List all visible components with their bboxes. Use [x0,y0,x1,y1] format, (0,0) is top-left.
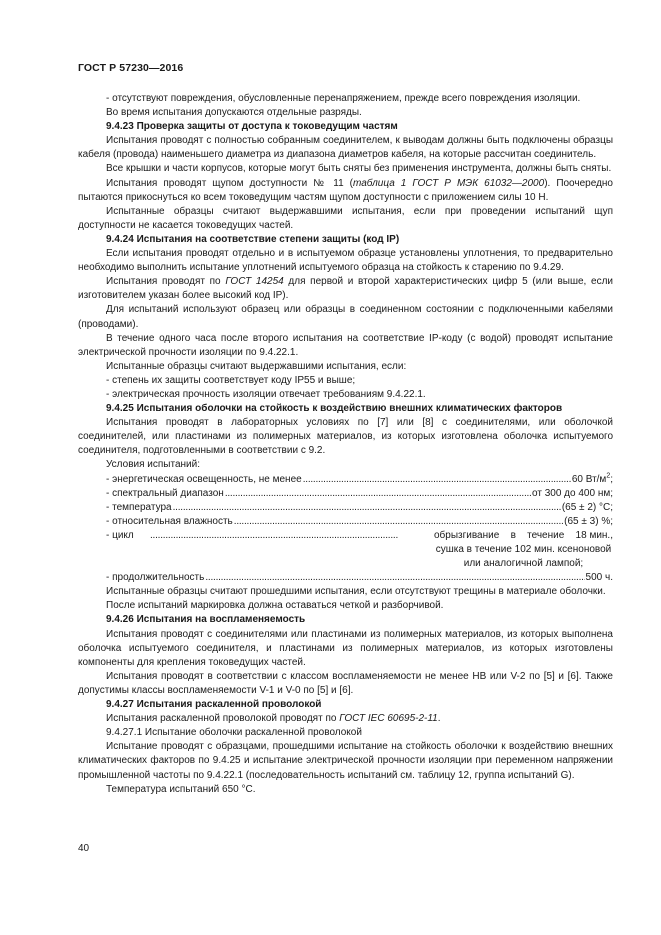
condition-temperature: - температура . . . (65 ± 2) °С; [78,501,613,515]
paragraph: Условия испытаний: [106,459,200,471]
leader-dots [150,529,434,571]
list-item: - степень их защиты соответствует коду IP55 и выше; [106,374,356,386]
section-heading: 9.4.26 Испытания на воспламеняемость [106,614,306,626]
paragraph: Испытания проводят с полностью собранным соединителем, к выводам должны быть подключены образцы кабеля (провода) наименьшего диаметра из диапазона диаметров кабеля, на которые рассчитан соединитель. [78,135,613,161]
paragraph: Испытания проводят щупом доступности № 11 (таблица 1 ГОСТ Р МЭК 61032—2000). Поочередно пытаются прикоснуться ко всем токоведущим частям щупом доступности с приложением силы 10 Н. [78,177,613,203]
standard-reference: ГОСТ IEC 60695-2-11 [339,713,438,725]
condition-irradiance: - энергетическая освещенность, не менее . . . 60 $Вт/м^2$; [78,473,613,487]
document-header: ГОСТ Р 57230—2016 [78,62,184,74]
standard-reference: ГОСТ 14254 [225,276,284,288]
condition-duration: - продолжительность . . . 500 ч. [78,571,613,585]
paragraph: Все крышки и части корпусов, которые могут быть сняты без применения инструмента, должны быть сняты. [106,163,612,175]
leader-dots [173,501,561,515]
leader-dots [234,515,563,529]
paragraph: Испытание проводят с образцами, прошедшими испытание на стойкость оболочки к воздействию внешних климатических факторов по 9.4.25 и испытание электрической прочности изоляции при переменном напряжении промышленной частоты по 9.4.22.1 (последовательность испытаний см. таблицу 12, группа испытаний G). [78,741,613,781]
condition-cycle: - цикл . . . обрызгивание в течение 18 мин., сушка в течение 102 мин. ксеноновой или аналогичной лампой; [78,529,613,571]
paragraph: Если испытания проводят отдельно и в испытуемом образце установлены уплотнения, то предварительно необходимо выполнить испытание уплотнений испытуемого образца на стойкость к старению по 9.4.29. [78,248,613,274]
paragraph: Испытания проводят в лабораторных условиях по [7] или [8] с соединителями, или оболочкой соединителей, или пластинами из полимерных материалов, из которых изготовлена оболочка испытуемого соединителя, подготовленными в соответствии с 9.2. [78,417,613,457]
section-heading: 9.4.24 Испытания на соответствие степени защиты (код IP) [106,233,400,245]
page-number: 40 [78,843,90,854]
paragraph: В течение одного часа после второго испытания на соответствие IP-коду (с водой) проводят испытание электрической прочности изоляции по 9.4.22.1. [78,332,613,358]
paragraph: Для испытаний используют образец или образцы в соединенном состоянии с подключенными кабелями (проводами). [78,304,613,330]
condition-humidity: - относительная влажность . . . (65 ± 3) %; [78,515,613,529]
paragraph: Испытания проводят с соединителями или пластинами из полимерных материалов, из которых выполнена оболочка испытуемого соединителя, и пластинами из полимерных материалов, из которых изготовлены компоненты для крепления токоведущих частей. [78,628,613,668]
paragraph: Испытания раскаленной проволокой проводят по ГОСТ IEC 60695-2-11. [106,713,441,725]
paragraph: Испытания проводят в соответствии с классом воспламеняемости не менее НВ или V-2 по [5] и [6]. Также допустимы классы воспламеняемости V-1 и V-0 по [5] и [6]. [78,670,613,696]
document-body [78,92,613,797]
paragraph: Испытанные образцы считают выдержавшими испытания, если при проведении испытаний щуп доступности не касается токоведущих частей. [78,205,613,231]
leader-dots [303,473,571,487]
paragraph: - отсутствуют повреждения, обусловленные перенапряжением, прежде всего повреждения изоляции. [106,93,581,104]
leader-dots [205,571,584,585]
section-heading: 9.4.25 Испытания оболочки на стойкость к воздействию внешних климатических факторов [106,403,563,415]
list-item: - электрическая прочность изоляции отвечает требованиям 9.4.22.1. [106,388,426,400]
paragraph: После испытаний маркировка должна оставаться четкой и разборчивой. [106,600,444,612]
standard-reference: таблица 1 ГОСТ Р МЭК 61032—2000 [352,177,545,189]
paragraph: Испытанные образцы считают прошедшими испытания, если отсутствуют трещины в материале оболочки. [106,586,606,598]
paragraph: Испытания проводят по ГОСТ 14254 для первой и второй характеристических цифр 5 (или выше, если изготовителем указан более высокий код IP). [78,276,613,302]
section-heading: 9.4.27 Испытания раскаленной проволокой [106,699,322,711]
paragraph: Испытанные образцы считают выдержавшими испытания, если: [106,360,407,372]
leader-dots [225,487,531,501]
section-heading: 9.4.23 Проверка защиты от доступа к токоведущим частям [106,121,398,133]
paragraph: Температура испытаний 650 °С. [106,783,256,795]
subsection-title: 9.4.27.1 Испытание оболочки раскаленной проволокой [106,727,362,739]
condition-spectral-range: - спектральный диапазон . . . от 300 до 400 нм; [78,487,613,501]
paragraph: Во время испытания допускаются отдельные разряды. [106,107,362,119]
